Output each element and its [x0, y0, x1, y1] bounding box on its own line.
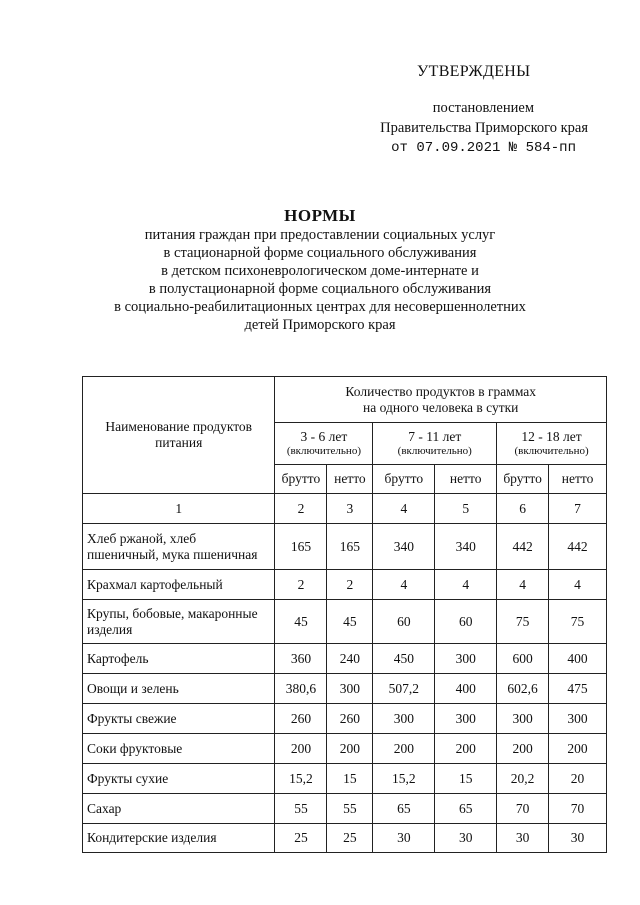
quantity-cell: 20	[549, 764, 607, 794]
quantity-cell: 600	[497, 644, 549, 674]
age-group-header	[373, 423, 497, 465]
column-number: 6	[497, 494, 549, 524]
quantity-cell: 200	[275, 734, 327, 764]
title-line: в полустационарной форме социального обслуживания	[148, 281, 492, 297]
title-heading: НОРМЫ	[284, 206, 356, 225]
quantity-cell: 2	[275, 570, 327, 600]
quantity-cell: 55	[275, 794, 327, 824]
age-group-note: (включительно)	[286, 445, 361, 457]
table-row	[83, 794, 607, 824]
gross-header: брутто	[497, 465, 549, 494]
title-line: детей Приморского края	[244, 317, 396, 333]
title-line: в стационарной форме социального обслуживания	[163, 245, 477, 261]
quantity-cell: 45	[275, 600, 327, 644]
quantity-cell: 300	[435, 704, 497, 734]
quantity-cell: 75	[497, 600, 549, 644]
net-header: нетто	[327, 465, 373, 494]
product-name: Фрукты свежие	[83, 704, 275, 734]
age-group-note: (включительно)	[397, 445, 472, 457]
product-name: Хлеб ржаной, хлеб пшеничный, мука пшеничная	[83, 524, 275, 570]
quantity-cell: 60	[373, 600, 435, 644]
quantity-cell: 165	[327, 524, 373, 570]
quantity-cell: 300	[549, 704, 607, 734]
quantity-cell: 360	[275, 644, 327, 674]
quantity-cell: 45	[327, 600, 373, 644]
product-name-header: Наименование продуктов питания	[83, 377, 275, 494]
quantity-cell: 4	[435, 570, 497, 600]
quantity-header	[275, 377, 607, 423]
quantity-cell: 70	[549, 794, 607, 824]
quantity-cell: 70	[497, 794, 549, 824]
gross-header: брутто	[373, 465, 435, 494]
table-row	[83, 644, 607, 674]
table-body	[83, 524, 607, 853]
quantity-header-line: на одного человека в сутки	[363, 399, 519, 415]
table-row	[83, 824, 607, 853]
quantity-cell: 200	[327, 734, 373, 764]
product-name: Кондитерские изделия	[83, 824, 275, 853]
quantity-cell: 75	[549, 600, 607, 644]
quantity-cell: 30	[497, 824, 549, 853]
table-row	[83, 764, 607, 794]
quantity-cell: 4	[373, 570, 435, 600]
product-name: Фрукты сухие	[83, 764, 275, 794]
decree-line-3: от 07.09.2021 № 584-пп	[391, 140, 576, 156]
age-group-label: 3 - 6 лет	[300, 429, 348, 444]
product-name: Овощи и зелень	[83, 674, 275, 704]
quantity-cell: 400	[549, 644, 607, 674]
quantity-cell: 260	[275, 704, 327, 734]
title-line: в детском психоневрологическом доме-интернате и	[161, 263, 479, 279]
document-title	[60, 206, 580, 334]
quantity-cell: 507,2	[373, 674, 435, 704]
quantity-cell: 475	[549, 674, 607, 704]
quantity-cell: 380,6	[275, 674, 327, 704]
quantity-cell: 65	[435, 794, 497, 824]
quantity-cell: 30	[373, 824, 435, 853]
table-row	[83, 734, 607, 764]
table-row	[83, 524, 607, 570]
product-name: Сахар	[83, 794, 275, 824]
age-group-note: (включительно)	[514, 445, 589, 457]
decree-line-2: Правительства Приморского края	[380, 120, 588, 136]
column-number: 4	[373, 494, 435, 524]
column-number: 7	[549, 494, 607, 524]
quantity-cell: 260	[327, 704, 373, 734]
quantity-cell: 165	[275, 524, 327, 570]
product-name: Картофель	[83, 644, 275, 674]
column-number: 1	[83, 494, 275, 524]
quantity-cell: 20,2	[497, 764, 549, 794]
net-header: нетто	[435, 465, 497, 494]
quantity-cell: 450	[373, 644, 435, 674]
quantity-cell: 15,2	[373, 764, 435, 794]
decree-reference	[360, 98, 588, 158]
quantity-cell: 15	[435, 764, 497, 794]
net-header: нетто	[549, 465, 607, 494]
quantity-cell: 300	[327, 674, 373, 704]
quantity-cell: 30	[549, 824, 607, 853]
quantity-cell: 200	[497, 734, 549, 764]
table-row	[83, 674, 607, 704]
nutrition-norms-table	[82, 376, 607, 853]
gross-header: брутто	[275, 465, 327, 494]
quantity-cell: 340	[373, 524, 435, 570]
quantity-cell: 30	[435, 824, 497, 853]
quantity-cell: 4	[497, 570, 549, 600]
table-row	[83, 570, 607, 600]
product-name: Соки фруктовые	[83, 734, 275, 764]
quantity-cell: 300	[435, 644, 497, 674]
approved-heading: УТВЕРЖДЕНЫ	[417, 63, 531, 80]
title-line: питания граждан при предоставлении социальных услуг	[144, 227, 496, 243]
quantity-cell: 340	[435, 524, 497, 570]
quantity-cell: 602,6	[497, 674, 549, 704]
quantity-cell: 200	[435, 734, 497, 764]
quantity-cell: 55	[327, 794, 373, 824]
decree-line-1: постановлением	[432, 100, 534, 116]
quantity-cell: 442	[549, 524, 607, 570]
quantity-cell: 200	[549, 734, 607, 764]
title-line: в социально-реабилитационных центрах для несовершеннолетних	[114, 299, 526, 315]
quantity-cell: 442	[497, 524, 549, 570]
column-number: 2	[275, 494, 327, 524]
quantity-cell: 300	[497, 704, 549, 734]
quantity-cell: 25	[275, 824, 327, 853]
quantity-cell: 240	[327, 644, 373, 674]
age-group-label: 7 - 11 лет	[408, 429, 462, 444]
quantity-cell: 4	[549, 570, 607, 600]
age-group-header	[497, 423, 607, 465]
quantity-cell: 2	[327, 570, 373, 600]
quantity-cell: 200	[373, 734, 435, 764]
quantity-cell: 15	[327, 764, 373, 794]
column-number: 5	[435, 494, 497, 524]
age-group-header	[275, 423, 373, 465]
quantity-cell: 15,2	[275, 764, 327, 794]
quantity-cell: 60	[435, 600, 497, 644]
product-name: Крахмал картофельный	[83, 570, 275, 600]
age-group-label: 12 - 18 лет	[521, 429, 582, 444]
quantity-cell: 400	[435, 674, 497, 704]
column-number: 3	[327, 494, 373, 524]
quantity-header-line: Количество продуктов в граммах	[345, 383, 537, 399]
table-row	[83, 600, 607, 644]
quantity-cell: 25	[327, 824, 373, 853]
product-name: Крупы, бобовые, макаронные изделия	[83, 600, 275, 644]
quantity-cell: 65	[373, 794, 435, 824]
quantity-cell: 300	[373, 704, 435, 734]
table-row	[83, 704, 607, 734]
